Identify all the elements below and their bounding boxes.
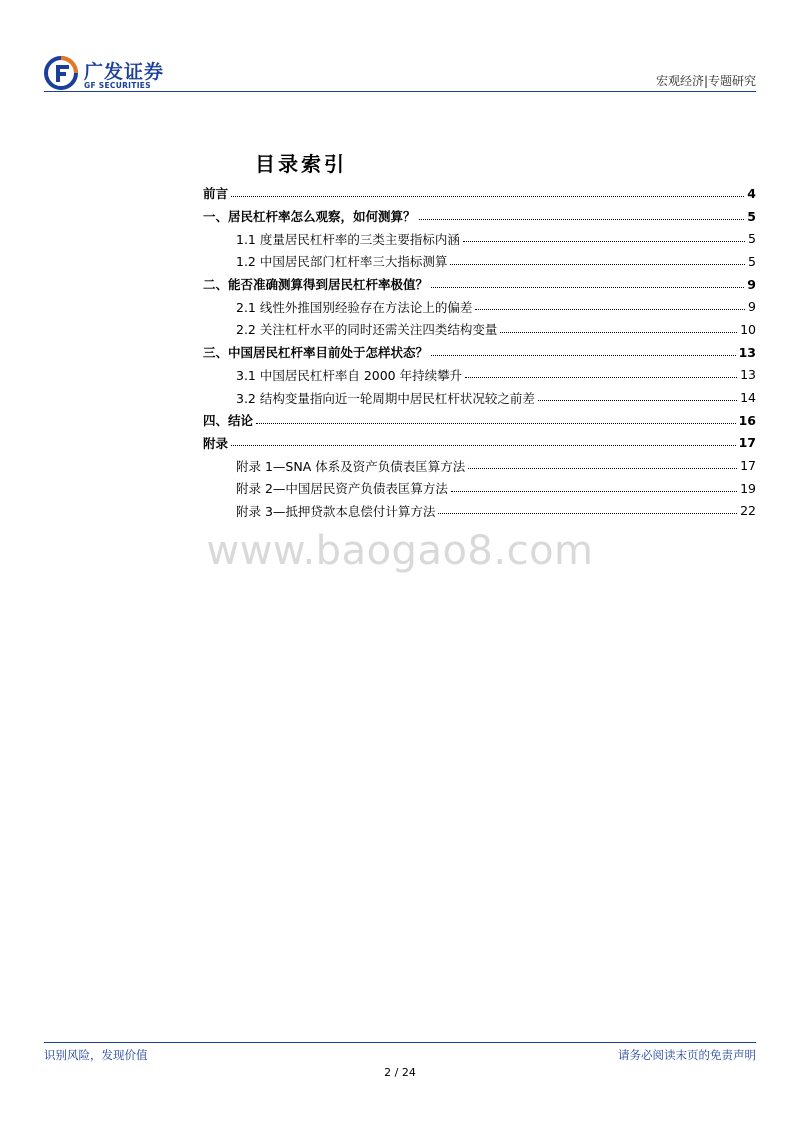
toc-entry-title: 四、结论: [203, 413, 254, 429]
toc-section-entry[interactable]: [203, 500, 756, 523]
gf-securities-logo-icon: [44, 56, 78, 90]
toc-chapter-entry[interactable]: [203, 432, 756, 455]
toc-entry-page: 19: [740, 480, 756, 496]
toc-entry-page: 5: [747, 208, 756, 224]
footer-divider: [44, 1042, 756, 1043]
toc-entry-title: 附录 3—抵押贷款本息偿付计算方法: [236, 503, 436, 519]
watermark: www.baogao8.com: [206, 528, 594, 574]
toc-entry-page: 5: [748, 253, 756, 269]
toc-dot-leader: [438, 513, 737, 514]
toc-section-entry[interactable]: [203, 318, 756, 341]
toc-entry-page: 13: [738, 344, 756, 360]
toc-entry-page: 9: [747, 276, 756, 292]
toc-dot-leader: [468, 468, 737, 469]
toc-entry-title: 1.2 中国居民部门杠杆率三大指标测算: [236, 254, 448, 270]
toc-dot-leader: [538, 400, 737, 401]
toc-entry-page: 5: [748, 231, 756, 247]
toc-section-entry[interactable]: [203, 454, 756, 477]
toc-entry-page: 14: [740, 390, 756, 406]
toc-chapter-entry[interactable]: [203, 182, 756, 205]
toc-dot-leader: [451, 491, 737, 492]
toc-dot-leader: [231, 445, 736, 446]
toc-entry-page: 4: [747, 185, 756, 201]
toc-section-entry[interactable]: [203, 250, 756, 273]
toc-section-entry[interactable]: [203, 295, 756, 318]
toc-entry-title: 附录 2—中国居民资产负债表匡算方法: [236, 481, 448, 497]
toc-entry-title: 前言: [203, 186, 229, 202]
footer-disclaimer: 请务必阅读末页的免责声明: [618, 1048, 756, 1062]
toc-entry-page: 9: [748, 299, 756, 315]
table-of-contents: [203, 182, 756, 522]
logo-english-name: GF SECURITIES: [84, 81, 151, 90]
toc-dot-leader: [431, 287, 744, 288]
toc-dot-leader: [465, 377, 737, 378]
toc-chapter-entry[interactable]: [203, 273, 756, 296]
toc-entry-title: 附录: [203, 435, 229, 451]
toc-section-entry[interactable]: [203, 364, 756, 387]
toc-section-entry[interactable]: [203, 477, 756, 500]
toc-dot-leader: [419, 219, 745, 220]
company-logo: [44, 56, 174, 92]
toc-entry-title: 一、居民杠杆率怎么观察，如何测算？: [203, 209, 416, 225]
toc-entry-title: 附录 1—SNA 体系及资产负债表匡算方法: [236, 458, 466, 474]
toc-chapter-entry[interactable]: [203, 341, 756, 364]
toc-section-entry[interactable]: [203, 227, 756, 250]
logo-chinese-name: 广发证券: [84, 61, 165, 83]
toc-entry-page: 10: [740, 321, 756, 337]
toc-entry-title: 3.2 结构变量指向近一轮周期中居民杠杆状况较之前差: [236, 390, 535, 406]
toc-entry-title: 二、能否准确测算得到居民杠杆率极值？: [203, 277, 429, 293]
toc-entry-page: 17: [738, 435, 756, 451]
header-divider: [44, 91, 756, 92]
toc-chapter-entry[interactable]: [203, 409, 756, 432]
toc-entry-page: 22: [740, 503, 756, 519]
toc-entry-title: 1.1 度量居民杠杆率的三类主要指标内涵: [236, 231, 460, 247]
report-category: 宏观经济|专题研究: [655, 74, 756, 88]
toc-entry-page: 17: [740, 458, 756, 474]
toc-section-entry[interactable]: [203, 386, 756, 409]
toc-entry-title: 2.1 线性外推国别经验存在方法论上的偏差: [236, 299, 473, 315]
toc-entry-title: 三、中国居民杠杆率目前处于怎样状态？: [203, 345, 429, 361]
toc-dot-leader: [475, 309, 745, 310]
toc-chapter-entry[interactable]: [203, 205, 756, 228]
toc-dot-leader: [500, 332, 737, 333]
toc-dot-leader: [450, 264, 745, 265]
toc-entry-title: 3.1 中国居民杠杆率自 2000 年持续攀升: [236, 367, 463, 383]
toc-title: 目录索引: [255, 152, 347, 176]
page-number: 2 / 24: [384, 1066, 416, 1079]
toc-entry-page: 13: [740, 367, 756, 383]
toc-entry-title: 2.2 关注杠杆水平的同时还需关注四类结构变量: [236, 322, 498, 338]
page-header: [0, 0, 800, 100]
toc-dot-leader: [431, 355, 736, 356]
toc-dot-leader: [231, 196, 744, 197]
toc-dot-leader: [256, 423, 736, 424]
footer-slogan: 识别风险，发现价值: [44, 1048, 148, 1062]
toc-entry-page: 16: [738, 412, 756, 428]
toc-dot-leader: [463, 241, 745, 242]
